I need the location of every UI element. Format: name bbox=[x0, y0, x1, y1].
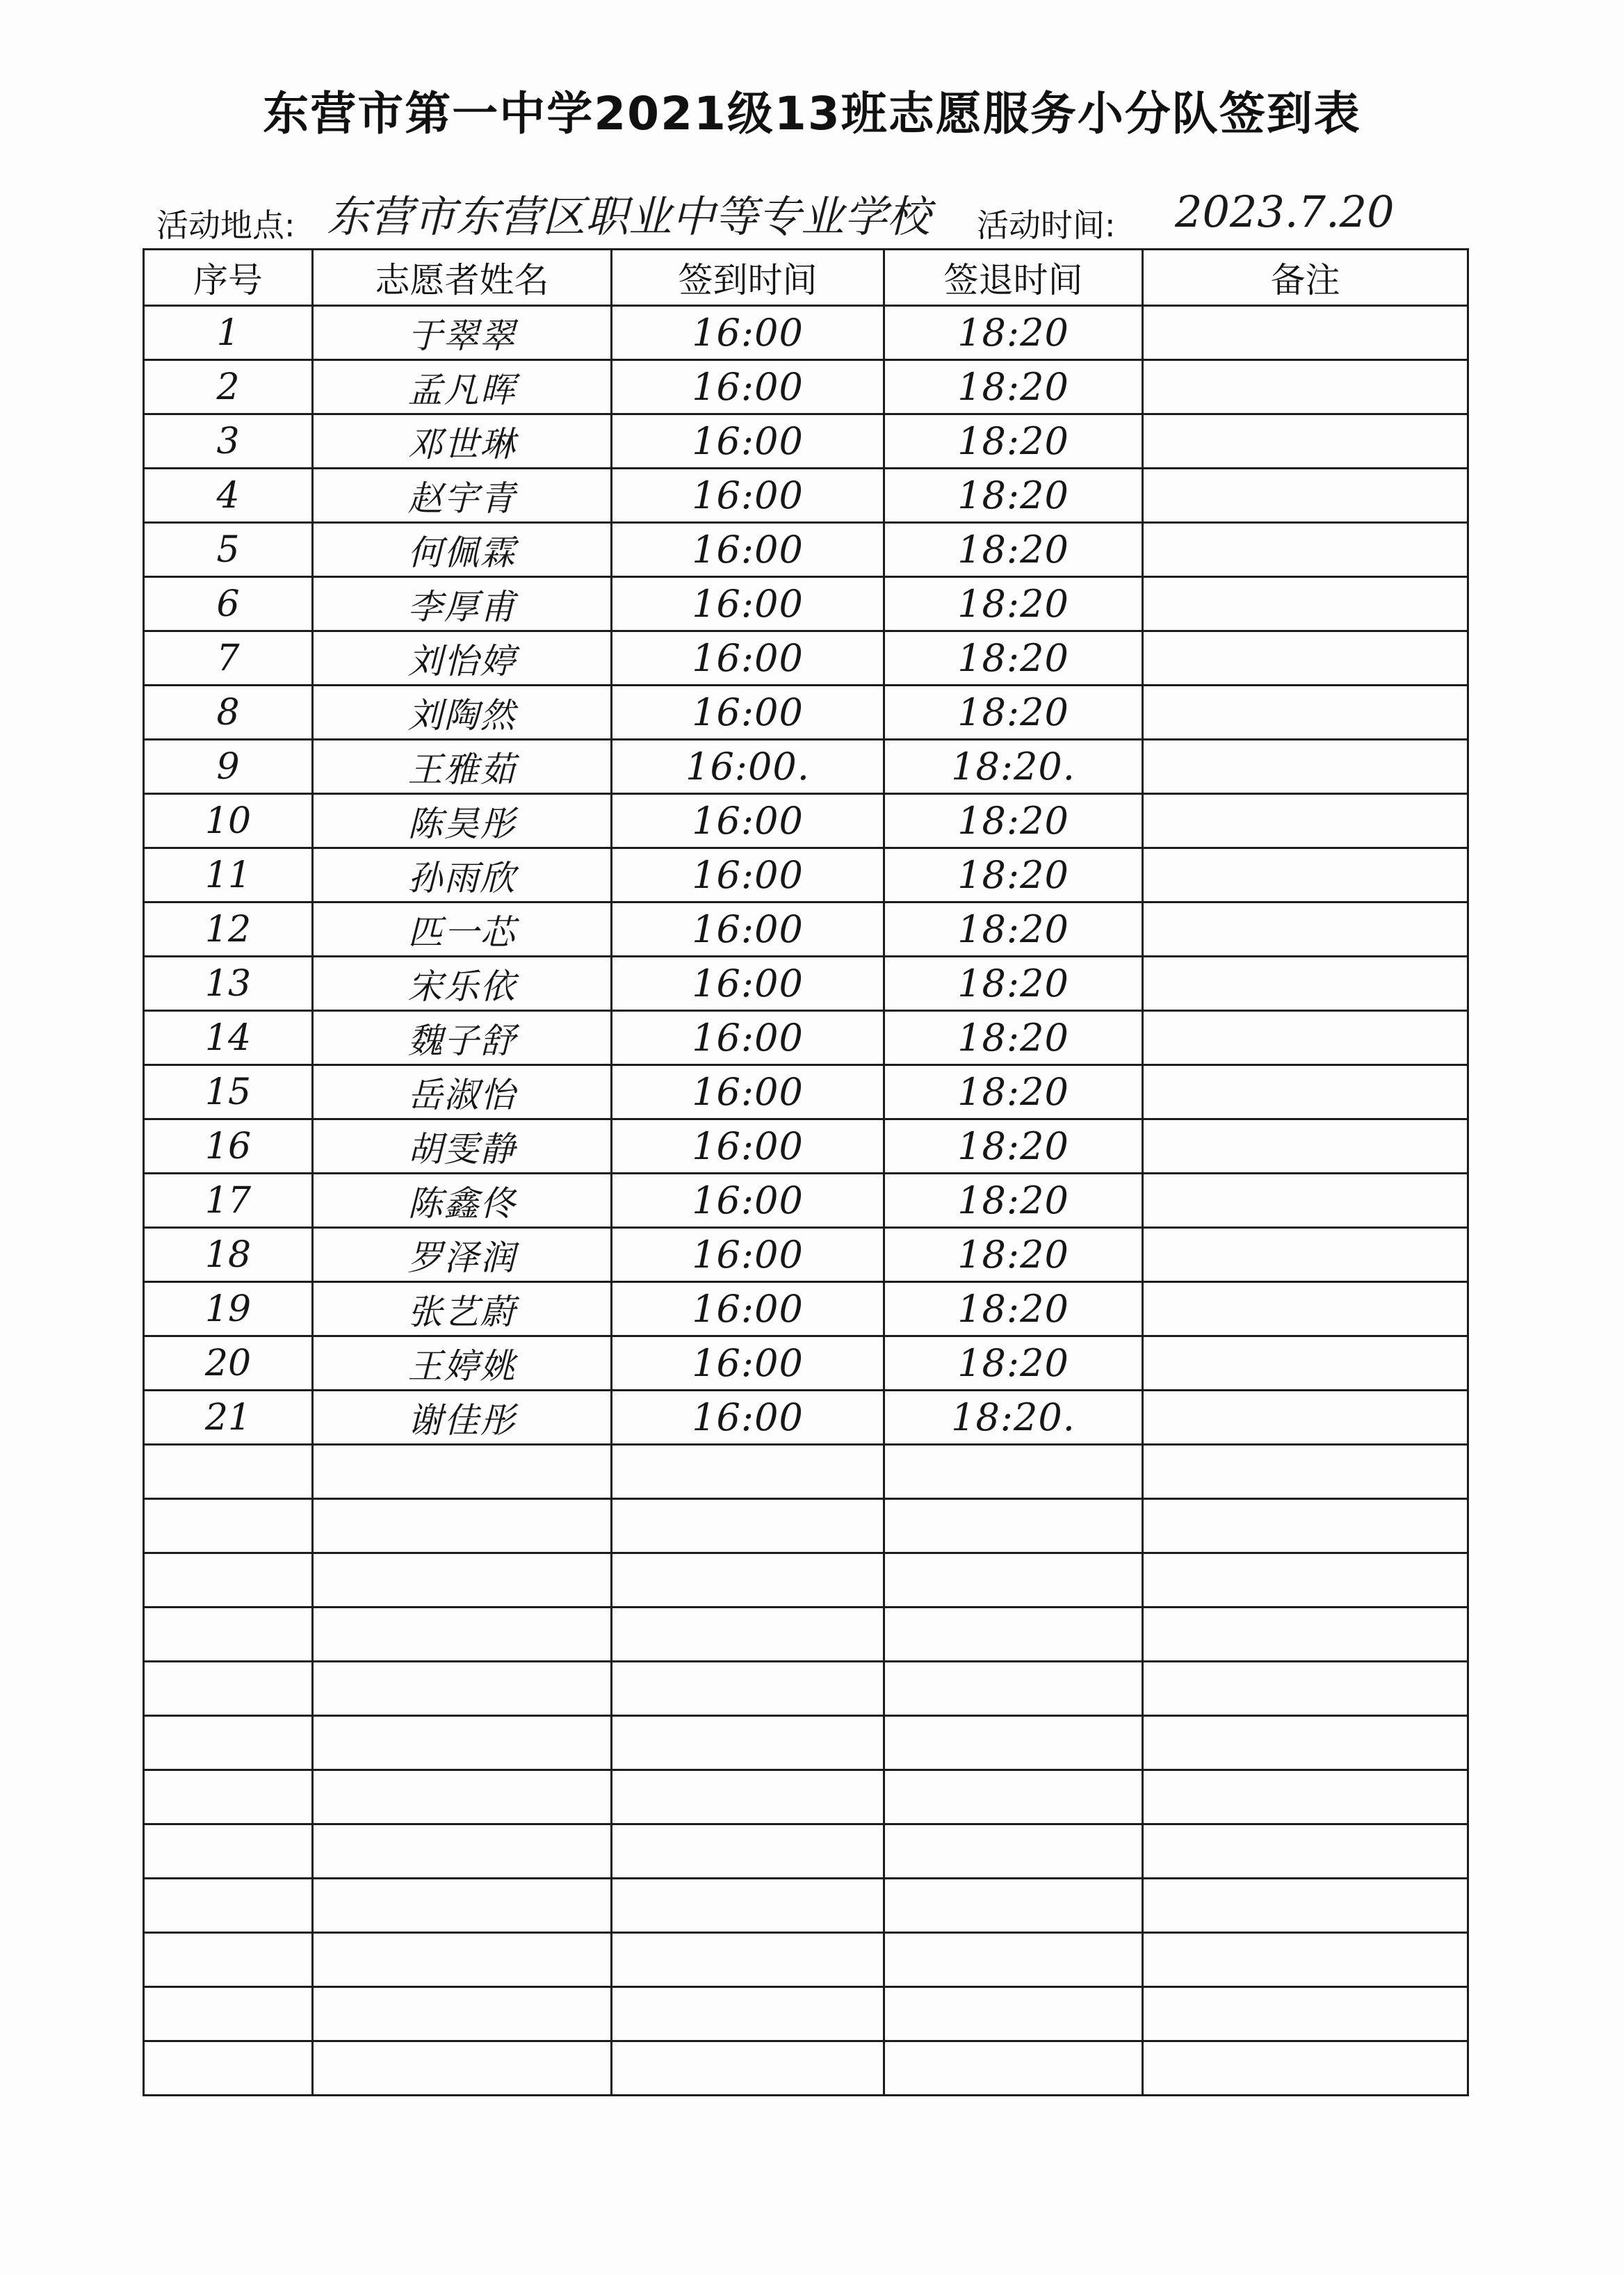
table-row bbox=[144, 306, 1468, 360]
row-number: 20 bbox=[204, 1342, 252, 1384]
remark-cell bbox=[1143, 1119, 1468, 1174]
row-number: 3 bbox=[216, 420, 240, 462]
blank-cell bbox=[884, 1933, 1143, 1987]
remark-cell bbox=[1143, 306, 1468, 360]
blank-cell bbox=[1143, 2041, 1468, 2096]
sign-in-time-cell bbox=[612, 1282, 884, 1336]
blank-cell bbox=[1143, 1824, 1468, 1879]
blank-cell bbox=[612, 1824, 884, 1879]
blank-cell bbox=[612, 1608, 884, 1662]
sign-in-time-cell bbox=[612, 577, 884, 631]
row-number-cell bbox=[144, 414, 313, 469]
sign-out-time-cell bbox=[884, 794, 1143, 848]
blank-cell bbox=[612, 1499, 884, 1553]
sign-out-time: 18:20 bbox=[957, 690, 1069, 734]
blank-table-row bbox=[144, 1824, 1468, 1879]
header-sign-in: 签到时间 bbox=[612, 250, 884, 306]
sign-in-time: 16:00 bbox=[692, 1395, 804, 1439]
sign-in-time-cell bbox=[612, 686, 884, 740]
row-number: 10 bbox=[204, 800, 252, 842]
sign-in-time: 16:00 bbox=[692, 1124, 804, 1168]
volunteer-name-cell bbox=[313, 414, 612, 469]
remark-cell bbox=[1143, 1391, 1468, 1445]
sign-in-time: 16:00 bbox=[692, 962, 804, 1005]
sign-out-time-cell bbox=[884, 1119, 1143, 1174]
sign-in-time: 16:00 bbox=[692, 582, 804, 626]
blank-cell bbox=[313, 1716, 612, 1770]
remark-cell bbox=[1143, 577, 1468, 631]
blank-cell bbox=[612, 1933, 884, 1987]
table-header-row bbox=[144, 250, 1468, 306]
remark-cell bbox=[1143, 360, 1468, 414]
blank-cell bbox=[1143, 1499, 1468, 1553]
row-number-cell bbox=[144, 957, 313, 1011]
volunteer-name-cell bbox=[313, 1282, 612, 1336]
sign-out-time-cell bbox=[884, 902, 1143, 957]
location-label: 活动地点: bbox=[156, 207, 295, 244]
sign-out-time-cell bbox=[884, 1065, 1143, 1119]
table-row bbox=[144, 957, 1468, 1011]
blank-cell bbox=[612, 1553, 884, 1608]
row-number-cell bbox=[144, 740, 313, 794]
sign-in-time: 16:00 bbox=[692, 853, 804, 897]
row-number: 2 bbox=[216, 366, 240, 408]
blank-cell bbox=[884, 1553, 1143, 1608]
sign-in-time: 16:00 bbox=[692, 690, 804, 734]
row-number-cell bbox=[144, 1336, 313, 1391]
blank-cell bbox=[144, 1608, 313, 1662]
row-number-cell bbox=[144, 360, 313, 414]
remark-cell bbox=[1143, 794, 1468, 848]
volunteer-name: 岳淑怡 bbox=[407, 1074, 517, 1115]
volunteer-name-cell bbox=[313, 1119, 612, 1174]
sign-in-time-cell bbox=[612, 1065, 884, 1119]
sign-out-time: 18:20 bbox=[957, 311, 1069, 355]
sign-out-time: 18:20 bbox=[957, 1016, 1069, 1060]
row-number-cell bbox=[144, 848, 313, 902]
sign-in-time: 16:00 bbox=[692, 799, 804, 843]
blank-cell bbox=[313, 1445, 612, 1499]
sign-in-time: 16:00 bbox=[692, 419, 804, 463]
header-sign-out: 签退时间 bbox=[884, 250, 1143, 306]
blank-table-row bbox=[144, 1553, 1468, 1608]
blank-cell bbox=[144, 1770, 313, 1824]
table-row bbox=[144, 523, 1468, 577]
remark-cell bbox=[1143, 1065, 1468, 1119]
row-number-cell bbox=[144, 1119, 313, 1174]
blank-table-row bbox=[144, 1608, 1468, 1662]
blank-cell bbox=[144, 1553, 313, 1608]
sign-out-time: 18:20 bbox=[957, 1179, 1069, 1222]
remark-cell bbox=[1143, 1228, 1468, 1282]
sign-in-time-cell bbox=[612, 469, 884, 523]
sign-out-time-cell bbox=[884, 1391, 1143, 1445]
sign-out-time: 18:20 bbox=[957, 582, 1069, 626]
sign-out-time-cell bbox=[884, 1228, 1143, 1282]
sign-in-time: 16:00 bbox=[692, 1070, 804, 1114]
sign-out-time-cell bbox=[884, 1011, 1143, 1065]
sign-out-time: 18:20 bbox=[957, 962, 1069, 1005]
sign-out-time: 18:20 bbox=[957, 799, 1069, 843]
row-number-cell bbox=[144, 577, 313, 631]
row-number-cell bbox=[144, 469, 313, 523]
sign-in-time-cell bbox=[612, 1119, 884, 1174]
sign-out-time: 18:20 bbox=[957, 1287, 1069, 1331]
blank-table-row bbox=[144, 2041, 1468, 2096]
sign-in-time: 16:00 bbox=[692, 1016, 804, 1060]
sign-in-time-cell bbox=[612, 794, 884, 848]
blank-cell bbox=[144, 2041, 313, 2096]
remark-cell bbox=[1143, 469, 1468, 523]
sign-out-time: 18:20 bbox=[957, 419, 1069, 463]
header-no: 序号 bbox=[144, 250, 313, 306]
blank-cell bbox=[612, 1662, 884, 1716]
header-name: 志愿者姓名 bbox=[313, 250, 612, 306]
blank-cell bbox=[1143, 1770, 1468, 1824]
blank-cell bbox=[612, 2041, 884, 2096]
sign-out-time-cell bbox=[884, 414, 1143, 469]
volunteer-name: 匹一芯 bbox=[407, 912, 517, 953]
document-title: 东营市第一中学2021级13班志愿服务小分队签到表 bbox=[263, 87, 1361, 140]
volunteer-name: 何佩霖 bbox=[407, 532, 517, 573]
volunteer-name-cell bbox=[313, 1174, 612, 1228]
time-label: 活动时间: bbox=[977, 207, 1116, 244]
sign-in-time: 16:00. bbox=[685, 745, 810, 788]
blank-cell bbox=[612, 1445, 884, 1499]
row-number: 8 bbox=[216, 691, 240, 734]
volunteer-name-cell bbox=[313, 1011, 612, 1065]
sign-out-time-cell bbox=[884, 631, 1143, 686]
table-row bbox=[144, 1282, 1468, 1336]
table-row bbox=[144, 794, 1468, 848]
sign-out-time-cell bbox=[884, 523, 1143, 577]
table-row bbox=[144, 1336, 1468, 1391]
sign-out-time: 18:20 bbox=[957, 907, 1069, 951]
blank-table-row bbox=[144, 1716, 1468, 1770]
remark-cell bbox=[1143, 631, 1468, 686]
sign-out-time-cell bbox=[884, 469, 1143, 523]
blank-cell bbox=[144, 1716, 313, 1770]
sign-in-time-cell bbox=[612, 1391, 884, 1445]
remark-cell bbox=[1143, 1174, 1468, 1228]
row-number-cell bbox=[144, 631, 313, 686]
blank-cell bbox=[313, 1608, 612, 1662]
blank-table-row bbox=[144, 1445, 1468, 1499]
blank-cell bbox=[313, 1879, 612, 1933]
remark-cell bbox=[1143, 1282, 1468, 1336]
blank-table-row bbox=[144, 1770, 1468, 1824]
blank-cell bbox=[884, 1824, 1143, 1879]
row-number: 5 bbox=[216, 528, 240, 571]
volunteer-name-cell bbox=[313, 794, 612, 848]
sign-out-time-cell bbox=[884, 360, 1143, 414]
remark-cell bbox=[1143, 414, 1468, 469]
remark-cell bbox=[1143, 1336, 1468, 1391]
volunteer-name-cell bbox=[313, 360, 612, 414]
row-number: 18 bbox=[204, 1233, 252, 1276]
sign-in-time: 16:00 bbox=[692, 907, 804, 951]
sign-in-time-cell bbox=[612, 1011, 884, 1065]
blank-cell bbox=[884, 1770, 1143, 1824]
sign-out-time: 18:20 bbox=[957, 365, 1069, 409]
table-row bbox=[144, 1391, 1468, 1445]
sign-out-time-cell bbox=[884, 957, 1143, 1011]
sign-out-time: 18:20 bbox=[957, 473, 1069, 517]
table-row bbox=[144, 1011, 1468, 1065]
blank-cell bbox=[313, 1770, 612, 1824]
sign-out-time: 18:20 bbox=[957, 636, 1069, 680]
volunteer-name-cell bbox=[313, 686, 612, 740]
time-value: 2023.7.20 bbox=[1175, 186, 1395, 237]
volunteer-name: 孟凡晖 bbox=[407, 369, 517, 410]
volunteer-name: 于翠翠 bbox=[407, 315, 517, 356]
volunteer-name-cell bbox=[313, 523, 612, 577]
volunteer-name-cell bbox=[313, 631, 612, 686]
remark-cell bbox=[1143, 902, 1468, 957]
row-number: 6 bbox=[216, 583, 240, 625]
blank-table-row bbox=[144, 1879, 1468, 1933]
row-number: 14 bbox=[204, 1017, 252, 1059]
sign-in-time: 16:00 bbox=[692, 1179, 804, 1222]
table-row bbox=[144, 1065, 1468, 1119]
volunteer-name: 胡雯静 bbox=[407, 1128, 517, 1169]
blank-cell bbox=[1143, 1716, 1468, 1770]
volunteer-name-cell bbox=[313, 469, 612, 523]
sign-in-time: 16:00 bbox=[692, 1287, 804, 1331]
blank-cell bbox=[612, 1987, 884, 2041]
blank-cell bbox=[884, 2041, 1143, 2096]
blank-cell bbox=[144, 1933, 313, 1987]
table-row bbox=[144, 740, 1468, 794]
sign-in-time-cell bbox=[612, 740, 884, 794]
row-number: 7 bbox=[216, 637, 240, 679]
volunteer-name: 宋乐依 bbox=[407, 966, 517, 1007]
volunteer-name: 邓世琳 bbox=[407, 423, 517, 464]
sign-out-time-cell bbox=[884, 848, 1143, 902]
blank-cell bbox=[313, 1824, 612, 1879]
row-number-cell bbox=[144, 1011, 313, 1065]
table-row bbox=[144, 848, 1468, 902]
blank-cell bbox=[884, 1987, 1143, 2041]
sign-in-time-cell bbox=[612, 631, 884, 686]
sign-out-time: 18:20 bbox=[957, 1070, 1069, 1114]
remark-cell bbox=[1143, 848, 1468, 902]
blank-cell bbox=[1143, 1987, 1468, 2041]
row-number: 15 bbox=[204, 1071, 252, 1113]
volunteer-name-cell bbox=[313, 740, 612, 794]
sign-in-time: 16:00 bbox=[692, 311, 804, 355]
row-number-cell bbox=[144, 1228, 313, 1282]
row-number-cell bbox=[144, 523, 313, 577]
sign-in-time: 16:00 bbox=[692, 473, 804, 517]
table-row bbox=[144, 360, 1468, 414]
table-row bbox=[144, 414, 1468, 469]
sign-in-time: 16:00 bbox=[692, 1233, 804, 1277]
blank-table-row bbox=[144, 1662, 1468, 1716]
volunteer-name: 陈昊彤 bbox=[407, 803, 517, 844]
volunteer-name: 王雅茹 bbox=[407, 749, 517, 790]
volunteer-name-cell bbox=[313, 1228, 612, 1282]
sign-in-time-cell bbox=[612, 306, 884, 360]
sign-in-time-cell bbox=[612, 1336, 884, 1391]
blank-cell bbox=[144, 1879, 313, 1933]
sign-out-time-cell bbox=[884, 1282, 1143, 1336]
sign-in-time: 16:00 bbox=[692, 636, 804, 680]
header-remark: 备注 bbox=[1143, 250, 1468, 306]
table-row bbox=[144, 686, 1468, 740]
sign-out-time: 18:20. bbox=[951, 745, 1075, 788]
blank-table-row bbox=[144, 1987, 1468, 2041]
sign-in-time-cell bbox=[612, 360, 884, 414]
row-number-cell bbox=[144, 794, 313, 848]
blank-cell bbox=[144, 1824, 313, 1879]
blank-cell bbox=[313, 1499, 612, 1553]
table-row bbox=[144, 469, 1468, 523]
row-number-cell bbox=[144, 686, 313, 740]
blank-cell bbox=[1143, 1445, 1468, 1499]
volunteer-name-cell bbox=[313, 1065, 612, 1119]
blank-cell bbox=[313, 1987, 612, 2041]
blank-cell bbox=[612, 1716, 884, 1770]
sign-out-time: 18:20 bbox=[957, 853, 1069, 897]
volunteer-name: 张艺蔚 bbox=[407, 1291, 517, 1332]
volunteer-name-cell bbox=[313, 306, 612, 360]
row-number-cell bbox=[144, 1391, 313, 1445]
blank-cell bbox=[144, 1662, 313, 1716]
blank-cell bbox=[1143, 1879, 1468, 1933]
volunteer-name-cell bbox=[313, 902, 612, 957]
sign-out-time: 18:20. bbox=[951, 1395, 1075, 1439]
volunteer-name-cell bbox=[313, 577, 612, 631]
row-number: 17 bbox=[204, 1179, 252, 1222]
blank-table-row bbox=[144, 1933, 1468, 1987]
blank-cell bbox=[144, 1445, 313, 1499]
sign-out-time-cell bbox=[884, 1336, 1143, 1391]
sign-out-time-cell bbox=[884, 306, 1143, 360]
sign-in-time-cell bbox=[612, 1174, 884, 1228]
volunteer-name: 王婷姚 bbox=[407, 1345, 517, 1386]
row-number: 12 bbox=[204, 908, 252, 950]
sign-out-time-cell bbox=[884, 686, 1143, 740]
sign-in-time: 16:00 bbox=[692, 528, 804, 572]
blank-cell bbox=[144, 1499, 313, 1553]
blank-cell bbox=[884, 1608, 1143, 1662]
row-number: 16 bbox=[204, 1125, 252, 1167]
sign-in-time-cell bbox=[612, 902, 884, 957]
volunteer-name: 李厚甫 bbox=[407, 586, 517, 627]
blank-cell bbox=[884, 1879, 1143, 1933]
remark-cell bbox=[1143, 740, 1468, 794]
blank-cell bbox=[884, 1716, 1143, 1770]
blank-cell bbox=[884, 1662, 1143, 1716]
sign-in-time-cell bbox=[612, 523, 884, 577]
table-row bbox=[144, 902, 1468, 957]
sign-out-time: 18:20 bbox=[957, 1341, 1069, 1385]
row-number: 11 bbox=[204, 854, 252, 896]
row-number-cell bbox=[144, 1174, 313, 1228]
sign-out-time-cell bbox=[884, 577, 1143, 631]
sign-in-time-cell bbox=[612, 848, 884, 902]
volunteer-name: 陈鑫佟 bbox=[407, 1183, 517, 1224]
volunteer-name: 赵宇青 bbox=[407, 478, 517, 519]
row-number: 9 bbox=[216, 745, 240, 788]
row-number: 1 bbox=[216, 311, 240, 354]
sign-out-time-cell bbox=[884, 740, 1143, 794]
sign-in-table bbox=[143, 248, 1469, 2096]
volunteer-name: 魏子舒 bbox=[407, 1020, 517, 1061]
volunteer-name: 谢佳彤 bbox=[407, 1400, 517, 1441]
volunteer-name-cell bbox=[313, 957, 612, 1011]
remark-cell bbox=[1143, 686, 1468, 740]
row-number-cell bbox=[144, 306, 313, 360]
sign-in-time: 16:00 bbox=[692, 1341, 804, 1385]
blank-cell bbox=[313, 1553, 612, 1608]
volunteer-name: 罗泽润 bbox=[407, 1237, 517, 1278]
row-number-cell bbox=[144, 902, 313, 957]
table-row bbox=[144, 631, 1468, 686]
blank-cell bbox=[1143, 1662, 1468, 1716]
remark-cell bbox=[1143, 957, 1468, 1011]
sign-out-time: 18:20 bbox=[957, 528, 1069, 572]
sign-out-time-cell bbox=[884, 1174, 1143, 1228]
table-row bbox=[144, 1228, 1468, 1282]
sign-out-time: 18:20 bbox=[957, 1124, 1069, 1168]
volunteer-name: 刘怡婷 bbox=[407, 640, 517, 681]
blank-cell bbox=[612, 1879, 884, 1933]
blank-cell bbox=[1143, 1553, 1468, 1608]
blank-cell bbox=[1143, 1608, 1468, 1662]
blank-table-row bbox=[144, 1499, 1468, 1553]
location-value: 东营市东营区职业中等专业学校 bbox=[327, 191, 931, 242]
blank-cell bbox=[884, 1499, 1143, 1553]
sign-in-time-cell bbox=[612, 1228, 884, 1282]
volunteer-name-cell bbox=[313, 848, 612, 902]
blank-cell bbox=[313, 1933, 612, 1987]
blank-cell bbox=[313, 1662, 612, 1716]
volunteer-name: 刘陶然 bbox=[407, 695, 517, 736]
table-row bbox=[144, 1119, 1468, 1174]
row-number: 21 bbox=[204, 1396, 252, 1439]
remark-cell bbox=[1143, 1011, 1468, 1065]
blank-cell bbox=[884, 1445, 1143, 1499]
sign-out-time: 18:20 bbox=[957, 1233, 1069, 1277]
blank-cell bbox=[313, 2041, 612, 2096]
sign-in-time: 16:00 bbox=[692, 365, 804, 409]
table-row bbox=[144, 577, 1468, 631]
remark-cell bbox=[1143, 523, 1468, 577]
volunteer-name-cell bbox=[313, 1391, 612, 1445]
row-number: 4 bbox=[216, 474, 240, 517]
volunteer-name-cell bbox=[313, 1336, 612, 1391]
row-number: 13 bbox=[204, 962, 252, 1005]
blank-cell bbox=[144, 1987, 313, 2041]
volunteer-name: 孙雨欣 bbox=[407, 857, 517, 898]
table-body bbox=[144, 306, 1468, 2096]
blank-cell bbox=[612, 1770, 884, 1824]
row-number-cell bbox=[144, 1282, 313, 1336]
row-number: 19 bbox=[204, 1288, 252, 1330]
sign-in-time-cell bbox=[612, 414, 884, 469]
blank-cell bbox=[1143, 1933, 1468, 1987]
row-number-cell bbox=[144, 1065, 313, 1119]
table-row bbox=[144, 1174, 1468, 1228]
sign-in-time-cell bbox=[612, 957, 884, 1011]
